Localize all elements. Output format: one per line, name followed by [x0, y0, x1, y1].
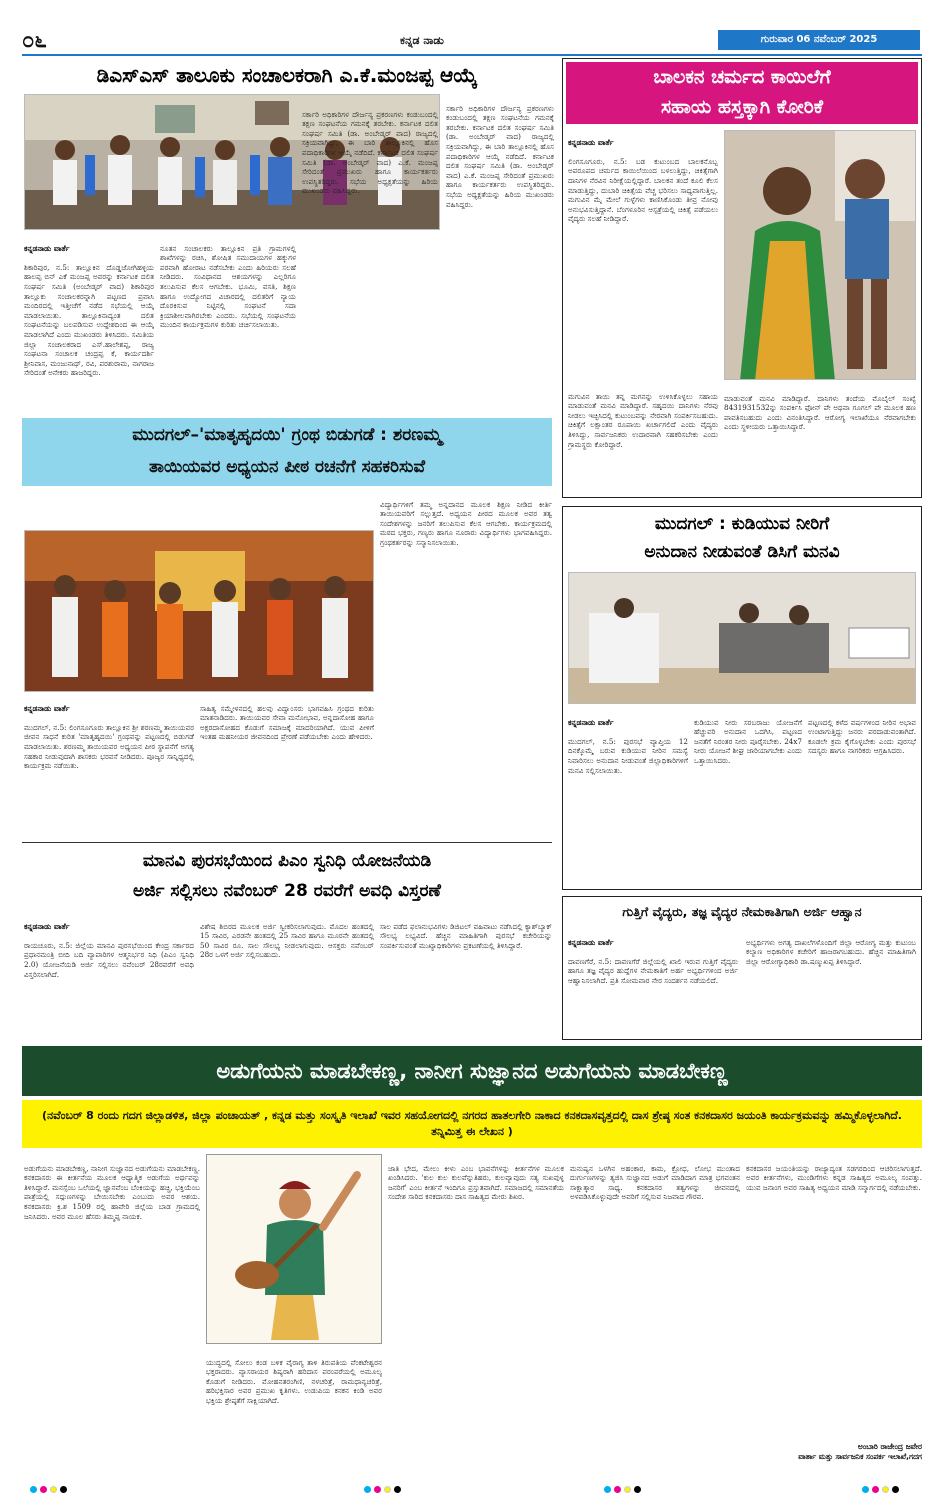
feature-intro-box [22, 1100, 922, 1148]
header-rule [22, 54, 922, 56]
feature-intro-text: (ನವೆಂಬರ್ 8 ರಂದು ಗದಗ ಜಿಲ್ಲಾಡಳಿತ, ಜಿಲ್ಲಾ ಪಂಚಾಯತ್ , ಕನ್ನಡ ಮತ್ತು ಸಂಸ್ಕೃತಿ ಇಲಾಖೆ ಇವರ ಸಹಯೋಗದಲ್ಲಿ ನಗರದ ಹಾತಲಗೇರಿ ನಾಕಾದ ಕನಕದಾಸವೃತ್ತದಲ್ಲಿ ದಾಸ ಶ್ರೇಷ್ಠ ಸಂತ ಕನಕದಾಸರ ಜಯಂತಿ ಕಾರ್ಯಕ್ರಮವನ್ನು ಹಮ್ಮಿಕೊಳ್ಳಲಾಗಿದೆ. ತನ್ನಿಮಿತ್ತ ಈ ಲೇಖನ ) [42, 1109, 902, 1138]
story3-col2 [200, 694, 374, 838]
story6-col1 [568, 928, 738, 1036]
story4-col1-text: ಮುದಗಲ್, ನ.5: ಪುರಸಭೆ ವ್ಯಾಪ್ತಿಯ 12 ದಿನಕ್ಕೊಮ್ಮೆ ಬರುವ ಕುಡಿಯುವ ನೀರಿನ ಸಮಸ್ಯೆ ನಿವಾರಿಸಲು ಅನುದಾನ ನೀಡುವಂತೆ ಜಿಲ್ಲಾಧಿಕಾರಿಗಳಿಗೆ ಮನವಿ ಸಲ್ಲಿಸಲಾಯಿತು. [568, 736, 688, 775]
feature-author-name: ಅಂಬಾರಿ ರಾಜೇಂದ್ರ ಜವೇರ [857, 1442, 922, 1451]
story4-headline-line2: ಅನುದಾನ ನೀಡುವಂತೆ ಡಿಸಿಗೆ ಮನವಿ [644, 542, 840, 562]
story5-headline-line2: ಅರ್ಜಿ ಸಲ್ಲಿಸಲು ನವೆಂಬರ್ 28 ರವರೆಗೆ ಅವಧಿ ವಿಸ್ತರಣೆ [133, 881, 441, 901]
masthead: ಕನ್ನಡ ನಾಡು [400, 34, 444, 47]
feature-author-role: ವಾರ್ತಾ ಮತ್ತು ಸಾರ್ವಜನಿಕ ಸಂಪರ್ಕ ಇಲಾಖೆ,ಗದಗ [798, 1452, 922, 1461]
story3-col3-text: ವಿದ್ಯಾರ್ಥಿಗಳಿಗೆ ತಮ್ಮ ಅನ್ನದಾನದ ಮೂಲಕ ಶಿಕ್ಷಣ ನೀಡಿದ ಕೀರ್ತಿ ತಾಯಿಯವರಿಗೆ ಸಲ್ಲುತ್ತದೆ. ಅಧ್ಯಯನ ಪೀಠದ ಮೂಲಕ ಅವರ ತತ್ವ ಸಂದೇಶಗಳನ್ನು ಜನರಿಗೆ ತಲುಪಿಸುವ ಕೆಲಸ ಆಗಬೇಕು. ಕಾರ್ಯಕ್ರಮದಲ್ಲಿ ಮಠದ ಭಕ್ತರು, ಗಣ್ಯರು ಹಾಗೂ ನೂರಾರು ವಿದ್ಯಾರ್ಥಿಗಳು ಭಾಗವಹಿಸಿದ್ದರು. ಗ್ರಂಥಕರ್ತರನ್ನು ಸನ್ಮಾನಿಸಲಾಯಿತು. [380, 499, 552, 547]
story1-byline: ಕನ್ನಡನಾಡು ವಾರ್ತೆ [24, 243, 70, 253]
story1-col2 [160, 234, 296, 412]
feature-illustration [206, 1154, 382, 1344]
story3-col1-text: ಮುದಗಲ್, ನ.5: ಲಿಂಗಸೂಗೂರು ತಾಲ್ಲೂಕಿನ ಶ್ರೀ ಶರಣಮ್ಮ ತಾಯಿಯವರ ಜೀವನ ಸಾಧನೆ ಕುರಿತ 'ಮಾತೃಹೃದಯಿ' ಗ್ರಂಥವನ್ನು ಪಟ್ಟಣದಲ್ಲಿ ಬಿಡುಗಡೆ ಮಾಡಲಾಯಿತು. ಶರಣಮ್ಮ ತಾಯಿಯವರ ಅಧ್ಯಯನ ಪೀಠ ಸ್ಥಾಪನೆಗೆ ಅಗತ್ಯ ಸಹಕಾರ ನೀಡುವುದಾಗಿ ಶಾಸಕರು ಭರವಸೆ ನೀಡಿದರು. ಪೂಜ್ಯರ ಸಾನ್ನಿಧ್ಯದಲ್ಲಿ ಕಾರ್ಯಕ್ರಮ ನಡೆಯಿತು. [24, 722, 194, 771]
story6-col2 [746, 928, 916, 1036]
story4-col3 [808, 708, 916, 886]
story5-col1 [24, 912, 194, 1038]
story6-headline: ಗುತ್ತಿಗೆ ವೈದ್ಯರು, ತಜ್ಞ ವೈದ್ಯರ ನೇಮಕಾತಿಗಾಗಿ ಅರ್ಜಿ ಆಹ್ವಾನ [622, 904, 862, 919]
story2-col1-text: ಲಿಂಗಸೂಗೂರು, ನ.5: ಬಡ ಕುಟುಂಬದ ಬಾಲಕನೊಬ್ಬ ಅಪರೂಪದ ಚರ್ಮದ ಕಾಯಿಲೆಯಿಂದ ಬಳಲುತ್ತಿದ್ದು, ಚಿಕಿತ್ಸೆಗಾಗಿ ದಾನಿಗಳ ನೆರವಿನ ನಿರೀಕ್ಷೆಯಲ್ಲಿದ್ದಾರೆ. ಬಾಲಕನ ತಂದೆ ಕೂಲಿ ಕೆಲಸ ಮಾಡುತ್ತಿದ್ದು, ದುಬಾರಿ ಚಿಕಿತ್ಸೆಯ ವೆಚ್ಚ ಭರಿಸಲು ಸಾಧ್ಯವಾಗುತ್ತಿಲ್ಲ. ಮಗುವಿನ ಮೈ ಮೇಲೆ ಗುಳ್ಳೆಗಳು ಕಾಣಿಸಿಕೊಂಡು ತೀವ್ರ ನೋವು ಅನುಭವಿಸುತ್ತಿದ್ದಾನೆ. ಬೆಂಗಳೂರಿನ ಆಸ್ಪತ್ರೆಯಲ್ಲಿ ಚಿಕಿತ್ಸೆ ಪಡೆಯಲು ವೈದ್ಯರು ಸಲಹೆ ನೀಡಿದ್ದಾರೆ. [568, 156, 718, 224]
story3-headline-box [22, 418, 552, 486]
story5-col2 [200, 912, 374, 1038]
story1-col3-text: ಸರ್ಕಾರಿ ಅಧಿಕಾರಿಗಳ ದೌರ್ಜನ್ಯ ಪ್ರಕರಣಗಳು ಕಂಡುಬಂದಲ್ಲಿ ತಕ್ಷಣ ಸಂಘಟನೆಯ ಗಮನಕ್ಕೆ ತರಬೇಕು. ಕರ್ನಾಟಕ ದಲಿತ ಸಂಘರ್ಷ ಸಮಿತಿ (ಡಾ. ಅಂಬೇಡ್ಕರ್ ವಾದ) ರಾಜ್ಯದಲ್ಲಿ ಸಕ್ರಿಯವಾಗಿದ್ದು, ಈ ಬಾರಿ ತಾಲ್ಲೂಕಿನಲ್ಲಿ ಹೊಸ ಪದಾಧಿಕಾರಿಗಳ ಆಯ್ಕೆ ನಡೆದಿದೆ. ಕರ್ನಾಟಕ ದಲಿತ ಸಂಘರ್ಷ ಸಮಿತಿ (ಡಾ. ಅಂಬೇಡ್ಕರ್ ವಾದ) ಎ.ಕೆ. ಮಂಜಪ್ಪ ಸೇರಿದಂತೆ ಪ್ರಮುಖರು ಹಾಗೂ ಕಾರ್ಯಕರ್ತರು ಉಪಸ್ಥಿತರಿದ್ದರು. ಸಭೆಯ ಅಧ್ಯಕ್ಷತೆಯನ್ನು ಹಿರಿಯ ಮುಖಂಡರು ವಹಿಸಿದ್ದರು. [302, 109, 438, 196]
story2-headline-line1: ಬಾಲಕನ ಚರ್ಮದ ಕಾಯಿಲೆಗೆ [653, 66, 831, 88]
story1-headline: ಡಿಎಸ್‌ಎಸ್ ತಾಲೂಕು ಸಂಚಾಲಕರಾಗಿ ಎ.ಕೆ.ಮಂಜಪ್ಪ ಆಯ್ಕೆ [96, 63, 478, 87]
story4-photo [568, 572, 916, 704]
story5-col2-text: ವಿಶೇಷ ಶಿಬಿರದ ಮೂಲಕ ಅರ್ಜಿ ಸ್ವೀಕರಿಸಲಾಗುವುದು. ಮೊದಲ ಹಂತದಲ್ಲಿ 15 ಸಾವಿರ, ಎರಡನೇ ಹಂತದಲ್ಲಿ 25 ಸಾವಿರ ಹಾಗೂ ಮೂರನೇ ಹಂತದಲ್ಲಿ 50 ಸಾವಿರ ರೂ. ಸಾಲ ಸೌಲಭ್ಯ ನೀಡಲಾಗುವುದು. ಆಸಕ್ತರು ನವೆಂಬರ್ 28ರ ಒಳಗೆ ಅರ್ಜಿ ಸಲ್ಲಿಸಬಹುದು. [200, 921, 374, 960]
story4-col1 [568, 708, 688, 886]
feature-col5 [746, 1154, 922, 1440]
story6-byline: ಕನ್ನಡನಾಡು ವಾರ್ತೆ [568, 937, 614, 947]
story2-col2-text: ಮಗುವಿನ ತಾಯಿ ತನ್ನ ಮಗನನ್ನು ಉಳಿಸಿಕೊಳ್ಳಲು ಸಹಾಯ ಮಾಡುವಂತೆ ಮನವಿ ಮಾಡಿದ್ದಾರೆ. ಸಹೃದಯಿ ದಾನಿಗಳು ನೆರವು ನೀಡಲು ಇಚ್ಛಿಸಿದಲ್ಲಿ ಕುಟುಂಬವನ್ನು ನೇರವಾಗಿ ಸಂಪರ್ಕಿಸಬಹುದು. ಚಿಕಿತ್ಸೆಗೆ ಲಕ್ಷಾಂತರ ರೂಪಾಯಿ ಖರ್ಚಾಗಲಿದೆ ಎಂದು ವೈದ್ಯರು ತಿಳಿಸಿದ್ದು, ಸಾರ್ವಜನಿಕರು ಉದಾರವಾಗಿ ಸಹಕರಿಸಬೇಕು ಎಂದು ಗ್ರಾಮಸ್ಥರು ಕೋರಿದ್ದಾರೆ. [568, 391, 718, 449]
story4-col2 [694, 708, 802, 886]
story5-col1-text: ರಾಯಚೂರು, ನ.5: ಜಿಲ್ಲೆಯ ಮಾನವಿ ಪುರಸಭೆಯಿಂದ ಕೇಂದ್ರ ಸರ್ಕಾರದ ಪ್ರಧಾನಮಂತ್ರಿ ಬೀದಿ ಬದಿ ವ್ಯಾಪಾರಿಗಳ ಆತ್ಮನಿರ್ಭರ ನಿಧಿ (ಪಿಎಂ ಸ್ವನಿಧಿ 2.0) ಯೋಜನೆಯಡಿ ಅರ್ಜಿ ಸಲ್ಲಿಸಲು ನವೆಂಬರ್ 28ರವರೆಗೆ ಅವಧಿ ವಿಸ್ತರಿಸಲಾಗಿದೆ. [24, 940, 194, 979]
story6-col1-text: ದಾವಣಗೆರೆ, ನ.5: ದಾವಣಗೆರೆ ಜಿಲ್ಲೆಯಲ್ಲಿ ಖಾಲಿ ಇರುವ ಗುತ್ತಿಗೆ ವೈದ್ಯರು ಹಾಗೂ ತಜ್ಞ ವೈದ್ಯರ ಹುದ್ದೆಗಳ ನೇಮಕಾತಿಗೆ ಅರ್ಹ ಅಭ್ಯರ್ಥಿಗಳಿಂದ ಅರ್ಜಿ ಆಹ್ವಾನಿಸಲಾಗಿದೆ. ಪ್ರತಿ ಸೋಮವಾರ ನೇರ ಸಂದರ್ಶನ ನಡೆಯಲಿದೆ. [568, 956, 738, 985]
story3-col3 [380, 490, 552, 838]
registration-marks-far-right [862, 1478, 902, 1497]
story3-headline-line2: ತಾಯಿಯವರ ಅಧ್ಯಯನ ಪೀಠ ರಚನೆಗೆ ಸಹಕರಿಸುವೆ [148, 457, 426, 477]
registration-marks-right [604, 1478, 644, 1497]
story3-photo [24, 530, 374, 692]
feature-author [746, 1442, 922, 1462]
story3-headline-line1: ಮುದಗಲ್–'ಮಾತೃಹೃದಯಿ' ಗ್ರಂಥ ಬಿಡುಗಡೆ : ಶರಣಮ್ಮ [132, 425, 442, 445]
story5-byline: ಕನ್ನಡನಾಡು ವಾರ್ತೆ [24, 921, 70, 931]
feature-col2-text: ಯುದ್ಧದಲ್ಲಿ ಸೋಲು ಕಂಡ ಬಳಿಕ ವೈರಾಗ್ಯ ತಾಳಿ ತಿರುಪತಿಯ ವೆಂಕಟೇಶ್ವರನ ಭಕ್ತರಾದರು. ವ್ಯಾಸರಾಯರ ಶಿಷ್ಯರಾಗಿ ಹರಿದಾಸ ಪರಂಪರೆಯಲ್ಲಿ ಅಮೂಲ್ಯ ಕೊಡುಗೆ ನೀಡಿದರು. ಮೋಹನತರಂಗಿಣಿ, ನಳಚರಿತ್ರೆ, ರಾಮಧಾನ್ಯಚರಿತ್ರೆ, ಹರಿಭಕ್ತಿಸಾರ ಅವರ ಪ್ರಮುಖ ಕೃತಿಗಳು. ಉಡುಪಿಯ ಕನಕನ ಕಿಂಡಿ ಅವರ ಭಕ್ತಿಯ ಶ್ರೇಷ್ಠತೆಗೆ ಸಾಕ್ಷಿಯಾಗಿದೆ. [206, 1357, 382, 1405]
story2-byline: ಕನ್ನಡನಾಡು ವಾರ್ತೆ [568, 137, 614, 147]
story3-col2-text: ಸಾಹಿತ್ಯ ಸಮ್ಮೇಳನದಲ್ಲಿ ಹಲವು ವಿದ್ವಾಂಸರು ಭಾಗವಹಿಸಿ ಗ್ರಂಥದ ಕುರಿತು ಮಾತನಾಡಿದರು. ತಾಯಿಯವರ ಸೇವಾ ಮನೋಭಾವ, ಅನ್ನದಾಸೋಹ ಹಾಗೂ ಅಕ್ಷರದಾಸೋಹದ ಕೊಡುಗೆ ಸಮಾಜಕ್ಕೆ ಮಾದರಿಯಾಗಿದೆ. ಯುವ ಪೀಳಿಗೆ ಇಂತಹ ಮಹನೀಯರ ಜೀವನದಿಂದ ಪ್ರೇರಣೆ ಪಡೆಯಬೇಕು ಎಂದು ಹೇಳಿದರು. [200, 703, 374, 742]
registration-marks-left [30, 1478, 70, 1497]
story2-headline-box [566, 62, 918, 124]
story2-col1 [568, 128, 718, 378]
story1-col3b-text: ಸರ್ಕಾರಿ ಅಧಿಕಾರಿಗಳ ದೌರ್ಜನ್ಯ ಪ್ರಕರಣಗಳು ಕಂಡುಬಂದಲ್ಲಿ ತಕ್ಷಣ ಸಂಘಟನೆಯ ಗಮನಕ್ಕೆ ತರಬೇಕು. ಕರ್ನಾಟಕ ದಲಿತ ಸಂಘರ್ಷ ಸಮಿತಿ (ಡಾ. ಅಂಬೇಡ್ಕರ್ ವಾದ) ರಾಜ್ಯದಲ್ಲಿ ಸಕ್ರಿಯವಾಗಿದ್ದು, ಈ ಬಾರಿ ತಾಲ್ಲೂಕಿನಲ್ಲಿ ಹೊಸ ಪದಾಧಿಕಾರಿಗಳ ಆಯ್ಕೆ ನಡೆದಿದೆ. ಕರ್ನಾಟಕ ದಲಿತ ಸಂಘರ್ಷ ಸಮಿತಿ (ಡಾ. ಅಂಬೇಡ್ಕರ್ ವಾದ) ಎ.ಕೆ. ಮಂಜಪ್ಪ ಸೇರಿದಂತೆ ಪ್ರಮುಖರು ಹಾಗೂ ಕಾರ್ಯಕರ್ತರು ಉಪಸ್ಥಿತರಿದ್ದರು. ಸಭೆಯ ಅಧ್ಯಕ್ಷತೆಯನ್ನು ಹಿರಿಯ ಮುಖಂಡರು ವಹಿಸಿದ್ದರು. [446, 103, 554, 209]
story4-byline: ಕನ್ನಡನಾಡು ವಾರ್ತೆ [568, 717, 614, 727]
story5-top-rule [22, 842, 552, 843]
feature-col1 [24, 1154, 200, 1468]
story4-col3-text: ಪಟ್ಟಣದಲ್ಲಿ ಕಳೆದ ವರ್ಷಗಳಿಂದ ನೀರಿನ ಅಭಾವ ಉಂಟಾಗುತ್ತಿದ್ದು ಜನರು ಪರದಾಡುವಂತಾಗಿದೆ. ಕೂಡಲೇ ಕ್ರಮ ಕೈಗೊಳ್ಳಬೇಕು ಎಂದು ಪುರಸಭೆ ಸದಸ್ಯರು ಹಾಗೂ ನಾಗರಿಕರು ಆಗ್ರಹಿಸಿದರು. [808, 717, 916, 756]
story1-col3b [446, 94, 554, 412]
story5-col3 [380, 912, 552, 1038]
story6-col2-text: ಅಭ್ಯರ್ಥಿಗಳು ಅಗತ್ಯ ದಾಖಲೆಗಳೊಂದಿಗೆ ಜಿಲ್ಲಾ ಆರೋಗ್ಯ ಮತ್ತು ಕುಟುಂಬ ಕಲ್ಯಾಣ ಅಧಿಕಾರಿಗಳ ಕಚೇರಿಗೆ ಹಾಜರಾಗಬಹುದು. ಹೆಚ್ಚಿನ ಮಾಹಿತಿಗಾಗಿ ಜಿಲ್ಲಾ ಆರೋಗ್ಯಾಧಿಕಾರಿ ಡಾ.ಷಣ್ಮುಖಪ್ಪ ತಿಳಿಸಿದ್ದಾರೆ. [746, 937, 916, 966]
story1-col1-text: ಶಿಕಾರಿಪುರ, ನ.5: ತಾಲ್ಲೂಕಿನ ದೊಡ್ಡಜೋಗಿಹಳ್ಳಿಯ ಹಾಲಪ್ಪ ಬಿನ್ ಎಕೆ ಮಂಜಪ್ಪ ಅವರನ್ನು ಕರ್ನಾಟಕ ದಲಿತ ಸಂಘರ್ಷ ಸಮಿತಿ (ಅಂಬೇಡ್ಕರ್ ವಾದ) ಶಿಕಾರಿಪುರ ತಾಲ್ಲೂಕು ಸಂಚಾಲಕರನ್ನಾಗಿ ಪಟ್ಟಣದ ಪ್ರವಾಸಿ ಮಂದಿರದಲ್ಲಿ ಇತ್ತೀಚೆಗೆ ನಡೆದ ಸಭೆಯಲ್ಲಿ ಆಯ್ಕೆ ಮಾಡಲಾಯಿತು. ತಾಲ್ಲೂಕಿನಾದ್ಯಂತ ದಲಿತ ಸಂಘಟನೆಯನ್ನು ಬಲಪಡಿಸುವ ಉದ್ದೇಶದಿಂದ ಈ ಆಯ್ಕೆ ಮಾಡಲಾಗಿದೆ ಎಂದು ಮುಖಂಡರು ತಿಳಿಸಿದರು. ಸಮಿತಿಯ ಜಿಲ್ಲಾ ಸಂಚಾಲಕರಾದ ಎಸ್.ಹಾಲೇಶಪ್ಪ, ರಾಜ್ಯ ಸಂಘಟನಾ ಸಂಚಾಲಕ ಚಂದ್ರಪ್ಪ ಕೆ, ಕಾರ್ಯದರ್ಶಿ ಶ್ರೀನಿವಾಸ, ಮಂಜುನಾಥ್, ರವಿ, ಪರಶುರಾಮ, ನಾಗರಾಜ ಸೇರಿದಂತೆ ಅನೇಕರು ಹಾಜರಿದ್ದರು. [24, 262, 154, 378]
date-banner [718, 30, 920, 50]
feature-col4-text: ಮನುಷ್ಯನ ಒಳಗಿನ ಅಹಂಕಾರ, ಕಾಮ, ಕ್ರೋಧ, ಲೋಭ ಮುಂತಾದ ದುರ್ಗುಣಗಳನ್ನು ತ್ಯಜಿಸಿ ಸುಜ್ಞಾನದ ಅಡುಗೆ ಮಾಡಿದಾಗ ಮಾತ್ರ ಭಗವಂತನ ಸಾಕ್ಷಾತ್ಕಾರ ಸಾಧ್ಯ. ಕನಕದಾಸರ ತತ್ವಗಳನ್ನು ಜೀವನದಲ್ಲಿ ಅಳವಡಿಸಿಕೊಳ್ಳುವುದೇ ಅವರಿಗೆ ಸಲ್ಲಿಸುವ ನಿಜವಾದ ಗೌರವ. [570, 1163, 740, 1202]
story1-col1 [24, 234, 154, 412]
feature-banner [22, 1046, 922, 1096]
story3-col1 [24, 694, 194, 838]
story4-headline-line1: ಮುದಗಲ್ : ಕುಡಿಯುವ ನೀರಿಗೆ [654, 514, 830, 534]
story5-col3-text: ಸಾಲ ಪಡೆದ ಫಲಾನುಭವಿಗಳು ಡಿಜಿಟಲ್ ವಹಿವಾಟು ನಡೆಸಿದಲ್ಲಿ ಕ್ಯಾಶ್‌ಬ್ಯಾಕ್ ಸೌಲಭ್ಯ ಲಭ್ಯವಿದೆ. ಹೆಚ್ಚಿನ ಮಾಹಿತಿಗಾಗಿ ಪುರಸಭೆ ಕಚೇರಿಯನ್ನು ಸಂಪರ್ಕಿಸುವಂತೆ ಮುಖ್ಯಾಧಿಕಾರಿಗಳು ಪ್ರಕಟಣೆಯಲ್ಲಿ ತಿಳಿಸಿದ್ದಾರೆ. [380, 921, 552, 950]
page-number: ೦೬ [22, 28, 47, 53]
feature-col3 [388, 1154, 564, 1468]
feature-col2 [206, 1348, 382, 1468]
feature-col5-text: ಕನಕದಾಸರ ಜಯಂತಿಯನ್ನು ರಾಜ್ಯಾದ್ಯಂತ ಸಡಗರದಿಂದ ಆಚರಿಸಲಾಗುತ್ತದೆ. ಅವರ ಕೀರ್ತನೆಗಳು, ಮುಂಡಿಗೆಗಳು ಕನ್ನಡ ಸಾಹಿತ್ಯದ ಅಮೂಲ್ಯ ಸಂಪತ್ತು. ಯುವ ಜನಾಂಗ ಅವರ ಸಾಹಿತ್ಯ ಅಧ್ಯಯನ ಮಾಡಿ ಸನ್ಮಾರ್ಗದಲ್ಲಿ ನಡೆಯಬೇಕು. [746, 1163, 922, 1192]
story2-headline-line2: ಸಹಾಯ ಹಸ್ತಕ್ಕಾಗಿ ಕೋರಿಕೆ [660, 96, 824, 118]
story1-col2-text: ನೂತನ ಸಂಚಾಲಕರು ತಾಲ್ಲೂಕಿನ ಪ್ರತಿ ಗ್ರಾಮಗಳಲ್ಲಿ ಶಾಖೆಗಳನ್ನು ರಚಿಸಿ, ಶೋಷಿತ ಸಮುದಾಯಗಳ ಹಕ್ಕುಗಳ ಪರವಾಗಿ ಹೋರಾಟ ನಡೆಸಬೇಕು ಎಂದು ಹಿರಿಯರು ಸಲಹೆ ನೀಡಿದರು. ಸಂವಿಧಾನದ ಆಶಯಗಳನ್ನು ಎಲ್ಲರಿಗೂ ತಲುಪಿಸುವ ಕೆಲಸ ಆಗಬೇಕು. ಭೂಮಿ, ವಸತಿ, ಶಿಕ್ಷಣ ಹಾಗೂ ಉದ್ಯೋಗದ ವಿಚಾರದಲ್ಲಿ ದಲಿತರಿಗೆ ನ್ಯಾಯ ದೊರಕಿಸುವ ನಿಟ್ಟಿನಲ್ಲಿ ಸಂಘಟನೆ ಸದಾ ಕ್ರಿಯಾಶೀಲವಾಗಿರಬೇಕು ಎಂದರು. ಸಭೆಯಲ್ಲಿ ಸಂಘಟನೆಯ ಮುಂದಿನ ಕಾರ್ಯಕ್ರಮಗಳ ಕುರಿತು ಚರ್ಚಿಸಲಾಯಿತು. [160, 243, 296, 330]
story2-col3 [724, 384, 916, 494]
feature-banner-text: ಅಡುಗೆಯನು ಮಾಡಬೇಕಣ್ಣ, ನಾನೀಗ ಸುಜ್ಞಾನದ ಅಡುಗೆಯನು ಮಾಡಬೇಕಣ್ಣ [216, 1059, 728, 1083]
story5-headline-line1: ಮಾನವಿ ಪುರಸಭೆಯಿಂದ ಪಿಎಂ ಸ್ವನಿಧಿ ಯೋಜನೆಯಡಿ [142, 851, 432, 871]
feature-col3-text: ಜಾತಿ ಭೇದ, ಮೇಲು ಕೀಳು ಎಂಬ ಭಾವನೆಗಳನ್ನು ಕೀರ್ತನೆಗಳ ಮೂಲಕ ಖಂಡಿಸಿದರು. 'ಕುಲ ಕುಲ ಕುಲವೆನ್ನುತಿಹರು, ಕುಲವ್ಯಾವುದು ಸತ್ಯ ಸುಖವುಳ್ಳ ಜನರಿಗೆ' ಎಂಬ ಕೀರ್ತನೆ ಇಂದಿಗೂ ಪ್ರಸ್ತುತವಾಗಿದೆ. ಸಮಾಜದಲ್ಲಿ ಸಮಾನತೆಯ ಸಂದೇಶ ಸಾರಿದ ಕನಕದಾಸರು ದಾಸ ಸಾಹಿತ್ಯದ ಮೇರು ಶಿಖರ. [388, 1163, 564, 1202]
story3-byline: ಕನ್ನಡನಾಡು ವಾರ್ತೆ [24, 703, 70, 713]
story1-col3 [302, 100, 438, 412]
feature-col1-text: ಅಡುಗೆಯನು ಮಾಡಬೇಕಣ್ಣ, ನಾನೀಗ ಸುಜ್ಞಾನದ ಅಡುಗೆಯನು ಮಾಡಬೇಕಣ್ಣ. ಕನಕದಾಸರು ಈ ಕೀರ್ತನೆಯ ಮೂಲಕ ಆಧ್ಯಾತ್ಮಿಕ ಅಡುಗೆಯ ಅರ್ಥವನ್ನು ತಿಳಿಸಿದ್ದಾರೆ. ಮನಸ್ಸೆಂಬ ಒಲೆಯಲ್ಲಿ ಜ್ಞಾನವೆಂಬ ಬೆಂಕಿಯನ್ನು ಹಚ್ಚಿ, ಭಕ್ತಿಯೆಂಬ ಪಾತ್ರೆಯಲ್ಲಿ ಸದ್ಗುಣಗಳನ್ನು ಬೇಯಿಸಬೇಕು ಎಂಬುದು ಅವರ ಆಶಯ. ಕನಕದಾಸರು ಕ್ರಿ.ಶ 1509 ರಲ್ಲಿ ಹಾವೇರಿ ಜಿಲ್ಲೆಯ ಬಾಡ ಗ್ರಾಮದಲ್ಲಿ ಜನಿಸಿದರು. ಅವರ ಮೂಲ ಹೆಸರು ತಿಮ್ಮಪ್ಪ ನಾಯಕ. [24, 1163, 200, 1221]
registration-marks-center [364, 1478, 404, 1497]
date-text: ಗುರುವಾರ 06 ನವೆಂಬರ್ 2025 [760, 34, 878, 45]
story2-col2 [568, 382, 718, 494]
feature-col4 [570, 1154, 740, 1468]
story4-col2-text: ಕುಡಿಯುವ ನೀರು ಸರಬರಾಜು ಯೋಜನೆಗೆ ಹೆಚ್ಚುವರಿ ಅನುದಾನ ಒದಗಿಸಿ, ಪಟ್ಟಣದ ಜನತೆಗೆ ನಿರಂತರ ನೀರು ಪೂರೈಸಬೇಕು. 24x7 ನೀರು ಯೋಜನೆ ಶೀಘ್ರ ಜಾರಿಯಾಗಬೇಕು ಎಂದು ಒತ್ತಾಯಿಸಿದರು. [694, 717, 802, 765]
story2-col3-text: ಮಾಡುವಂತೆ ಮನವಿ ಮಾಡಿದ್ದಾರೆ. ದಾನಿಗಳು ತಂದೆಯ ಮೊಬೈಲ್ ಸಂಖ್ಯೆ 8431931532ನ್ನು ಸಂಪರ್ಕಿಸಿ ಫೋನ್ ಪೇ ಅಥವಾ ಗೂಗಲ್ ಪೇ ಮೂಲಕ ಹಣ ಪಾವತಿಸಬಹುದು ಎಂದು ವಿನಂತಿಸಿದ್ದಾರೆ. ಆರೋಗ್ಯ ಇಲಾಖೆಯೂ ನೆರವಾಗಬೇಕು ಎಂದು ಸ್ಥಳೀಯರು ಒತ್ತಾಯಿಸಿದ್ದಾರೆ. [724, 393, 916, 432]
story2-photo [724, 130, 916, 380]
